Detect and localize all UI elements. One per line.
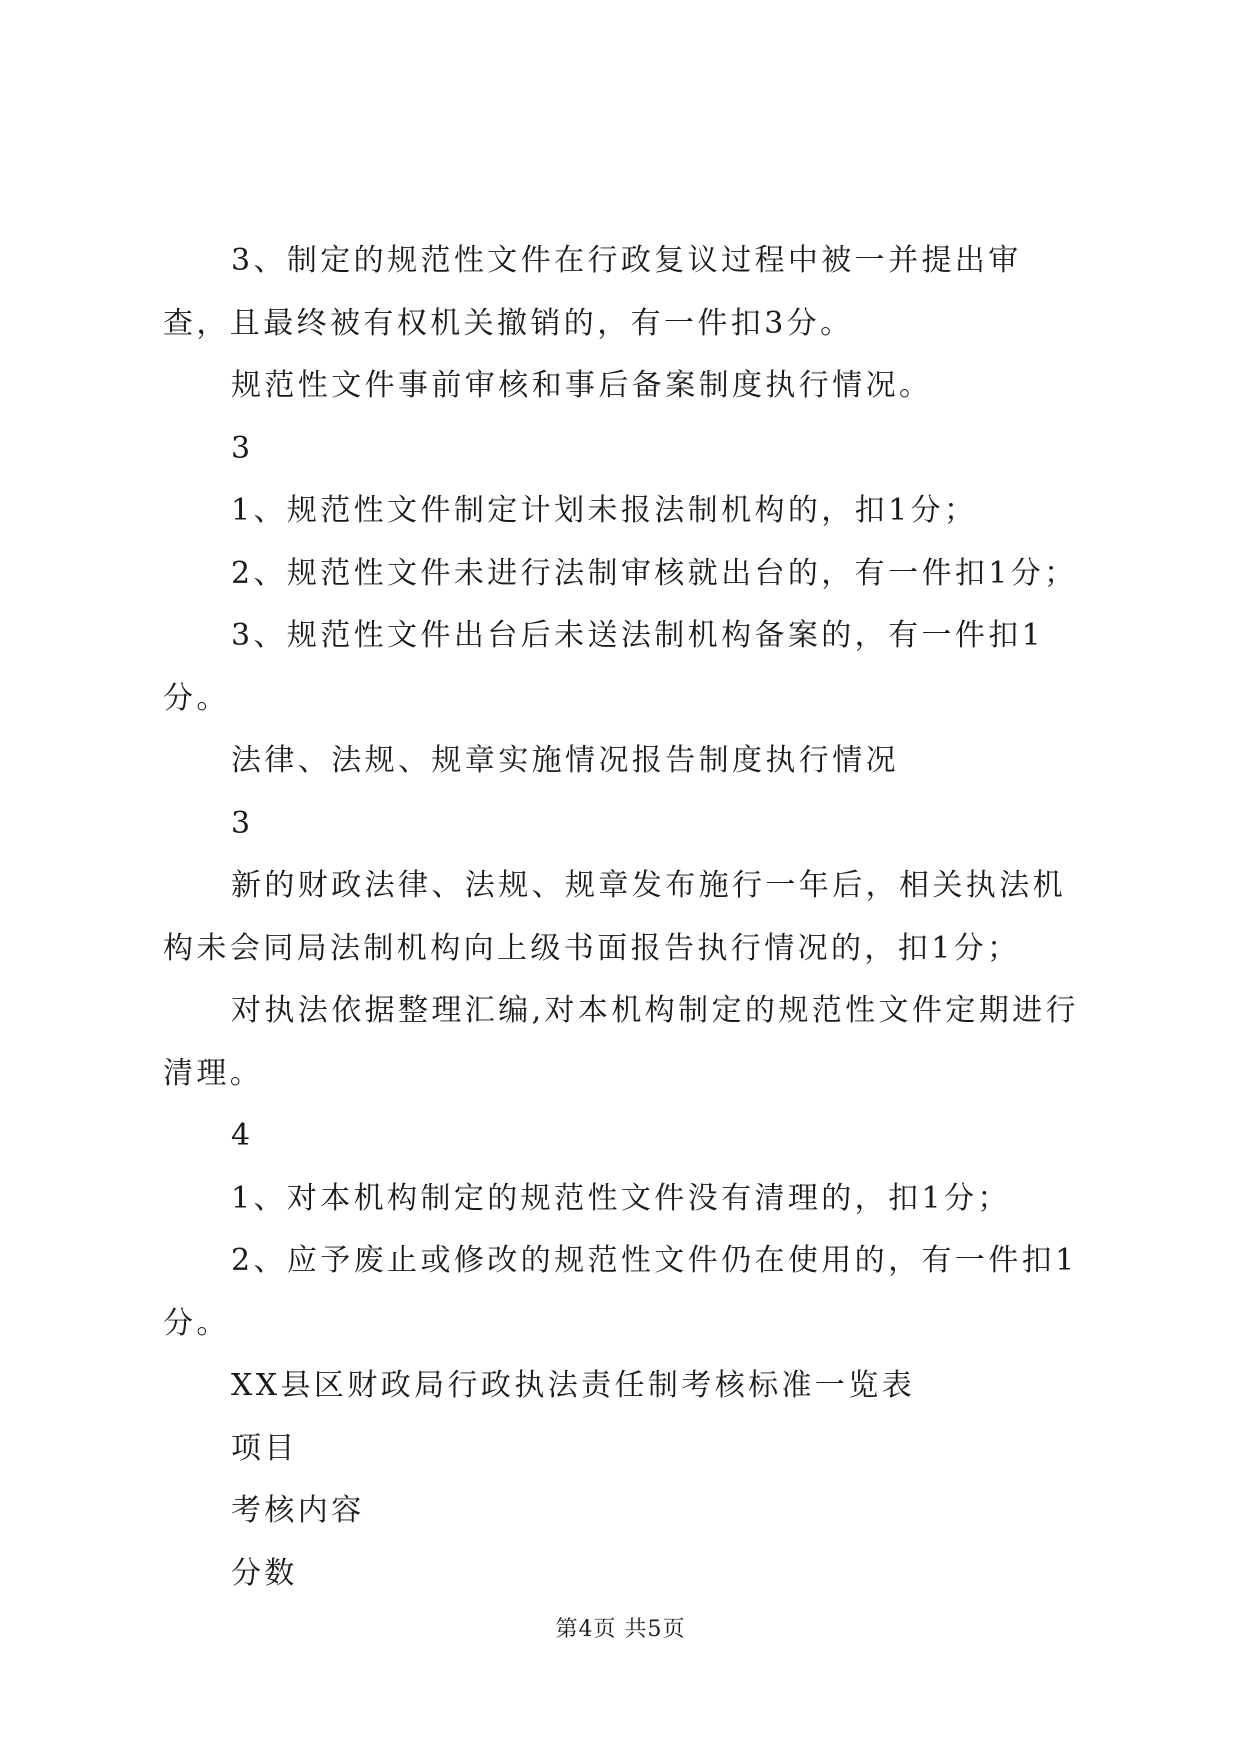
paragraph-11: 4 (231, 1118, 254, 1153)
paragraph-6: 3、规范性文件出台后未送法制机构备案的，有一件扣1分。 (163, 618, 1045, 716)
paragraph-4: 1、规范性文件制定计划未报法制机构的，扣1分； (231, 493, 978, 528)
paragraph-3: 3 (231, 430, 254, 466)
document-body (163, 230, 1083, 1605)
paragraph-5: 2、规范性文件未进行法制审核就出台的，有一件扣1分； (231, 555, 1078, 591)
table-header-item: 项目 (231, 1430, 298, 1466)
table-header-score: 分数 (231, 1555, 298, 1591)
paragraph-10: 对执法依据整理汇编,对本机构制定的规范性文件定期进行清理。 (163, 993, 1079, 1091)
paragraph-8: 3 (231, 805, 254, 841)
paragraph-12: 1、对本机构制定的规范性文件没有清理的，扣1分； (231, 1180, 1011, 1216)
table-title: XX县区财政局行政执法责任制考核标准一览表 (231, 1368, 916, 1403)
page-footer (0, 1612, 1241, 1643)
paragraph-7: 法律、法规、规章实施情况报告制度执行情况 (231, 743, 899, 778)
paragraph-9: 新的财政法律、法规、规章发布施行一年后，相关执法机构未会同局法制机构向上级书面报告执行情况的，扣1分； (163, 868, 1066, 966)
table-header-content: 考核内容 (231, 1493, 365, 1528)
paragraph-13: 2、应予废止或修改的规范性文件仍在使用的，有一件扣1分。 (163, 1243, 1078, 1341)
paragraph-2: 规范性文件事前审核和事后备案制度执行情况。 (231, 368, 933, 403)
page-number-label: 第4页 共5页 (555, 1617, 686, 1642)
paragraph-1: 3、制定的规范性文件在行政复议过程中被一并提出审查，且最终被有权机关撤销的，有一件扣3分。 (163, 243, 1022, 341)
